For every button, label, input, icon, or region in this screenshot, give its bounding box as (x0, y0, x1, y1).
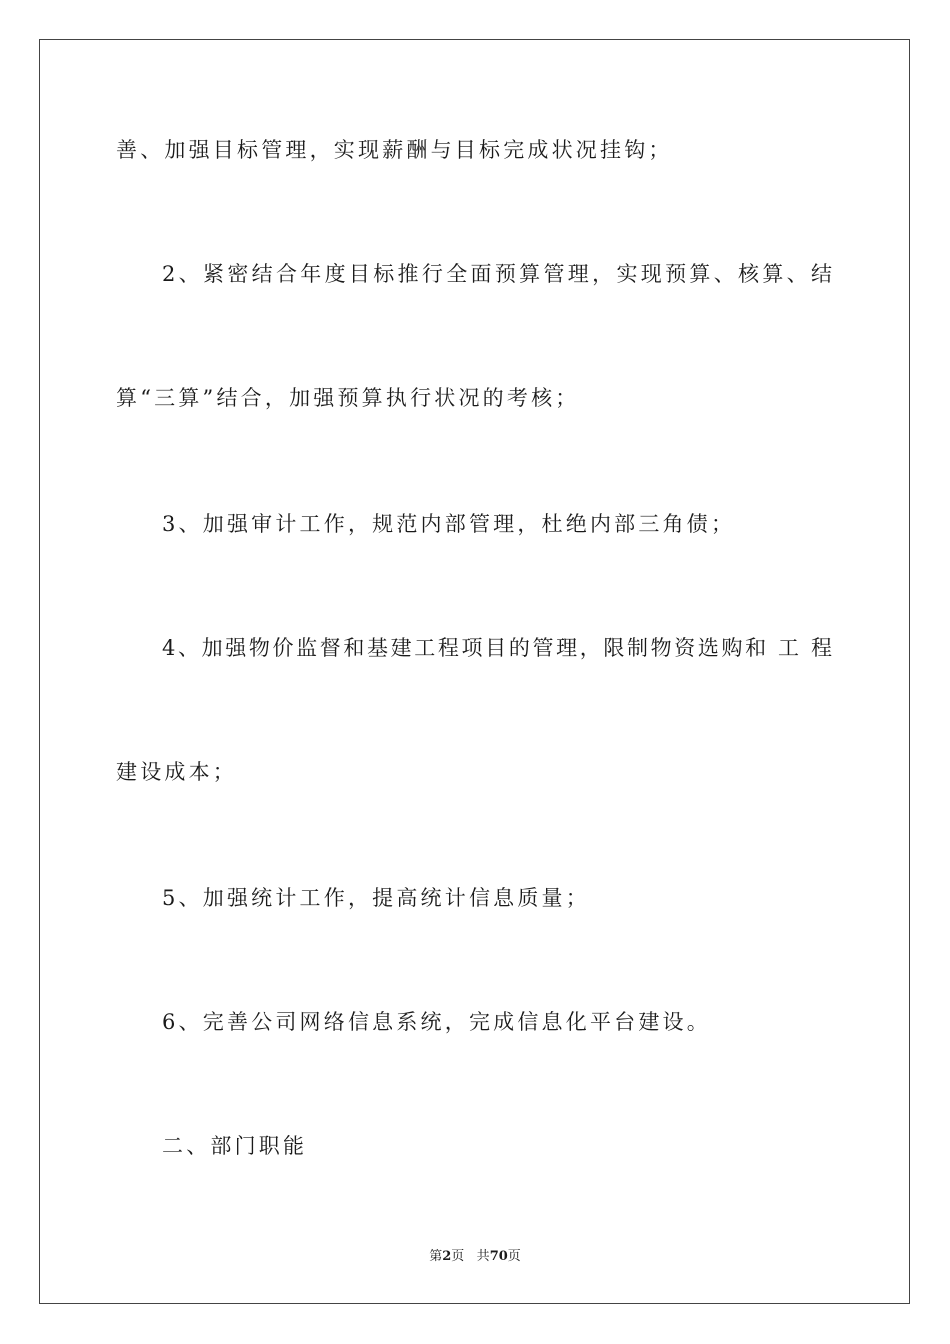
footer-total-prefix: 共 (476, 1249, 490, 1264)
text-line-6: 建设成本； (116, 760, 237, 784)
footer-total-pages: 70 (489, 1249, 508, 1264)
footer-total-suffix: 页 (507, 1249, 521, 1264)
text-line-5: 4、加强物价监督和基建工程项目的管理，限制物资选购和 工 程 (162, 636, 832, 660)
footer-page-suffix: 页 (451, 1249, 465, 1264)
page-border (39, 39, 910, 1304)
text-line-1: 善、加强目标管理，实现薪酬与目标完成状况挂钩； (116, 138, 673, 162)
text-line-4: 3、加强审计工作，规范内部管理，杜绝内部三角债； (162, 512, 736, 536)
footer-prefix: 第 (429, 1249, 443, 1264)
text-line-7: 5、加强统计工作，提高统计信息质量； (162, 886, 590, 910)
section-heading: 二、部门职能 (162, 1134, 308, 1158)
text-line-2: 2、紧密结合年度目标推行全面预算管理，实现预算、核算、结 (162, 262, 832, 286)
footer-page-number: 2 (442, 1249, 452, 1264)
text-line-8: 6、完善公司网络信息系统，完成信息化平台建设。 (162, 1010, 711, 1034)
page-footer (0, 1248, 950, 1266)
text-line-3: 算“三算”结合，加强预算执行状况的考核； (116, 386, 580, 410)
